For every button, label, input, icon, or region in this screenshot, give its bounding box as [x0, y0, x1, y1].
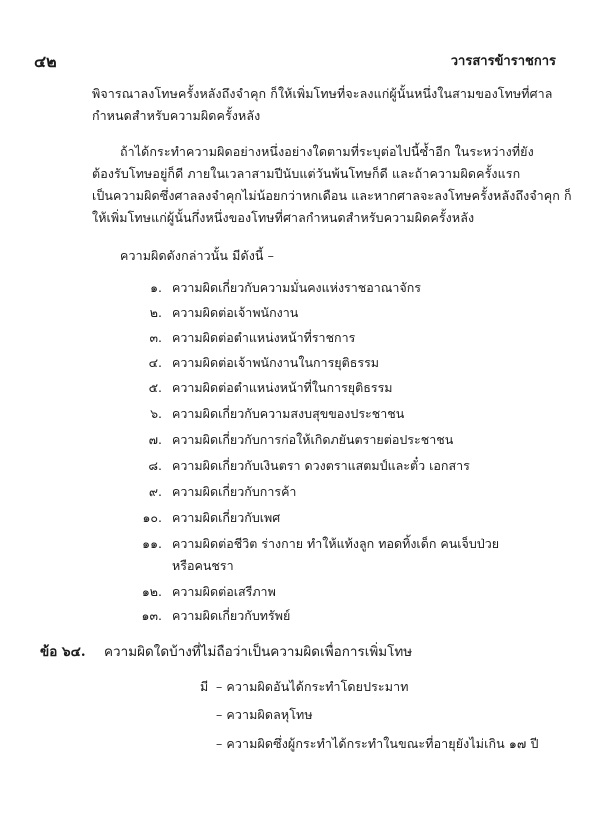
section-title: ความผิดใดบ้างที่ไม่ถือว่าเป็นความผิดเพื่อการเพิ่มโทษ [104, 644, 413, 660]
answer-lead: มี [200, 679, 209, 694]
paragraph-2-line-2: ต้องรับโทษอยู่ก็ดี ภายในเวลาสามปีนับแต่วันพ้นโทษก็ดี และถ้าความผิดครั้งแรก [92, 166, 521, 181]
list-item: ความผิดต่อเจ้าพนักงาน [172, 305, 299, 320]
list-item: ความผิดต่อชีวิต ร่างกาย ทำให้แท้งลูก ทอดทิ้งเด็ก คนเจ็บป่วย [172, 536, 500, 551]
page-number: ๔๒ [34, 52, 57, 71]
list-item: ความผิดเกี่ยวกับความสงบสุขของประชาชน [172, 406, 405, 421]
list-item: ความผิดเกี่ยวกับเพศ [172, 510, 281, 525]
list-item: ความผิดต่อเสรีภาพ [172, 584, 276, 599]
list-item-number: ๒. [149, 305, 162, 320]
list-item: ความผิดต่อเจ้าพนักงานในการยุติธรรม [172, 355, 380, 370]
list-item-continuation: หรือคนชรา [172, 558, 234, 573]
list-item-number: ๑๐. [142, 510, 162, 525]
list-item-number: ๗. [148, 432, 162, 447]
list-item-number: ๙. [148, 484, 162, 499]
list-item: ความผิดเกี่ยวกับเงินตรา ดวงตราแสตมป์และตั๋ว เอกสาร [172, 458, 470, 473]
list-item: ความผิดเกี่ยวกับการค้า [172, 484, 297, 499]
list-item: ความผิดต่อตำแหน่งหน้าที่ในการยุติธรรม [172, 380, 393, 395]
list-item-number: ๑. [150, 280, 162, 295]
list-item-number: ๖. [150, 406, 162, 421]
list-item-number: ๓. [149, 330, 162, 345]
paragraph-2-line-3: เป็นความผิดซึ่งศาลลงจำคุกไม่น้อยกว่าหกเดือน และหากศาลจะลงโทษครั้งหลังถึงจำคุก ก็ [92, 188, 572, 203]
answer-item: – ความผิดซึ่งผู้กระทำได้กระทำในขณะที่อายุยังไม่เกิน ๑๗ ปี [216, 736, 539, 751]
list-item-number: ๘. [148, 458, 162, 473]
section-number: ข้อ ๖๔. [40, 644, 86, 660]
list-item-number: ๑๒. [141, 584, 162, 599]
list-item: ความผิดต่อตำแหน่งหน้าที่ราชการ [172, 330, 356, 345]
list-item-number: ๕. [148, 380, 162, 395]
list-item: ความผิดเกี่ยวกับความมั่นคงแห่งราชอาณาจักร [172, 280, 422, 295]
answer-item: – ความผิดอันได้กระทำโดยประมาท [216, 679, 409, 694]
paragraph-1-line-1: พิจารณาลงโทษครั้งหลังถึงจำคุก ก็ให้เพิ่มโทษที่จะลงแก่ผู้นั้นหนึ่งในสามของโทษที่ศาล [92, 86, 553, 101]
paragraph-2-line-4: ให้เพิ่มโทษแก่ผู้นั้นกึ่งหนึ่งของโทษที่ศาลกำหนดสำหรับความผิดครั้งหลัง [92, 210, 475, 225]
list-item-number: ๑๑. [142, 536, 162, 551]
paragraph-2-line-1: ถ้าได้กระทำความผิดอย่างหนึ่งอย่างใดตามที่ระบุต่อไปนี้ซ้ำอีก ในระหว่างที่ยัง [120, 144, 534, 159]
journal-title: วารสารข้าราชการ [450, 54, 556, 69]
list-item-number: ๔. [148, 355, 162, 370]
answer-item: – ความผิดลหุโทษ [216, 707, 313, 722]
list-intro: ความผิดดังกล่าวนั้น มีดังนี้ – [120, 248, 274, 263]
list-item-number: ๑๓. [141, 608, 162, 623]
list-item: ความผิดเกี่ยวกับการก่อให้เกิดภยันตรายต่อประชาชน [172, 432, 454, 447]
list-item: ความผิดเกี่ยวกับทรัพย์ [172, 608, 291, 623]
paragraph-1-line-2: กำหนดสำหรับความผิดครั้งหลัง [92, 108, 261, 123]
